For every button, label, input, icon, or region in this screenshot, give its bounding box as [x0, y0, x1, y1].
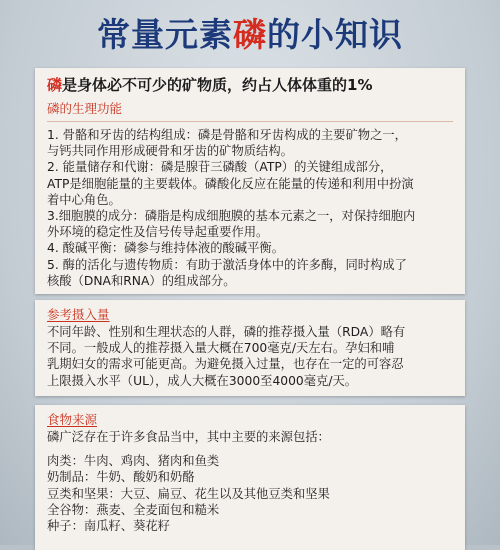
food-item: 全谷物：燕麦、全麦面包和糙米: [47, 502, 220, 517]
physiology-card: [35, 68, 465, 294]
divider: [47, 121, 453, 122]
page-title: [0, 10, 500, 60]
text-line: 不同。一般成人的推荐摄入量大概在700毫克/天左右。孕妇和哺: [47, 341, 395, 356]
title-part3: 的小知识: [267, 15, 403, 54]
text-line: 乳期妇女的需求可能更高。为避免摄入过量，也存在一定的可容忍: [47, 357, 404, 372]
text-line: 5. 酶的活化与遗传物质：有助于激活身体中的许多酶，同时构成了: [47, 257, 407, 272]
physiology-text: [47, 127, 453, 289]
intake-heading: 参考摄入量: [47, 307, 110, 322]
food-text: [47, 429, 453, 534]
food-item: 肉类：牛肉、鸡肉、猪肉和鱼类: [47, 454, 220, 469]
title-part1: 常量元素: [97, 15, 233, 54]
intake-text: [47, 324, 453, 389]
food-item: 种子：南瓜籽、葵花籽: [47, 519, 170, 534]
text-line: 1. 骨骼和牙齿的结构组成：磷是骨骼和牙齿构成的主要矿物之一，: [47, 128, 407, 142]
text-line: 2. 能量储存和代谢：磷是腺苷三磷酸（ATP）的关键组成部分，: [47, 160, 393, 175]
text-line: ATP是细胞能量的主要载体。磷酸化反应在能量的传递和利用中扮演: [47, 176, 414, 191]
text-line: 不同年龄、性别和生理状态的人群，磷的推荐摄入量（RDA）略有: [47, 325, 406, 339]
intake-card: [35, 300, 465, 396]
food-item: 豆类和坚果：大豆、扁豆、花生以及其他豆类和坚果: [47, 486, 330, 501]
text-line: 4. 酸碱平衡：磷参与维持体液的酸碱平衡。: [47, 241, 284, 256]
text-line: 与钙共同作用形成硬骨和牙齿的矿物质结构。: [47, 144, 293, 159]
intro-highlight: 磷: [47, 76, 63, 94]
intro-statement: [47, 74, 453, 96]
text-line: 核酸（DNA和RNA）的组成部分。: [47, 273, 236, 288]
text-line: 上限摄入水平（UL），成人大概在3000至4000毫克/天。: [47, 373, 358, 388]
intro-rest: 是身体必不可少的矿物质，约占人体体重的1%: [62, 76, 373, 94]
food-heading: 食物来源: [47, 412, 98, 427]
food-intro: 磷广泛存在于许多食品当中，其中主要的来源包括：: [47, 430, 330, 444]
title-part2: 磷: [233, 15, 267, 54]
food-card: [35, 405, 465, 550]
text-line: 外环境的稳定性及信号传导起重要作用。: [47, 225, 269, 240]
text-line: 着中心角色。: [47, 192, 121, 207]
spacer: [47, 445, 453, 453]
text-line: 3.细胞膜的成分：磷脂是构成细胞膜的基本元素之一，对保持细胞内: [47, 209, 416, 224]
physiology-heading: 磷的生理功能: [47, 101, 123, 116]
food-item: 奶制品：牛奶、酸奶和奶酪: [47, 470, 195, 485]
